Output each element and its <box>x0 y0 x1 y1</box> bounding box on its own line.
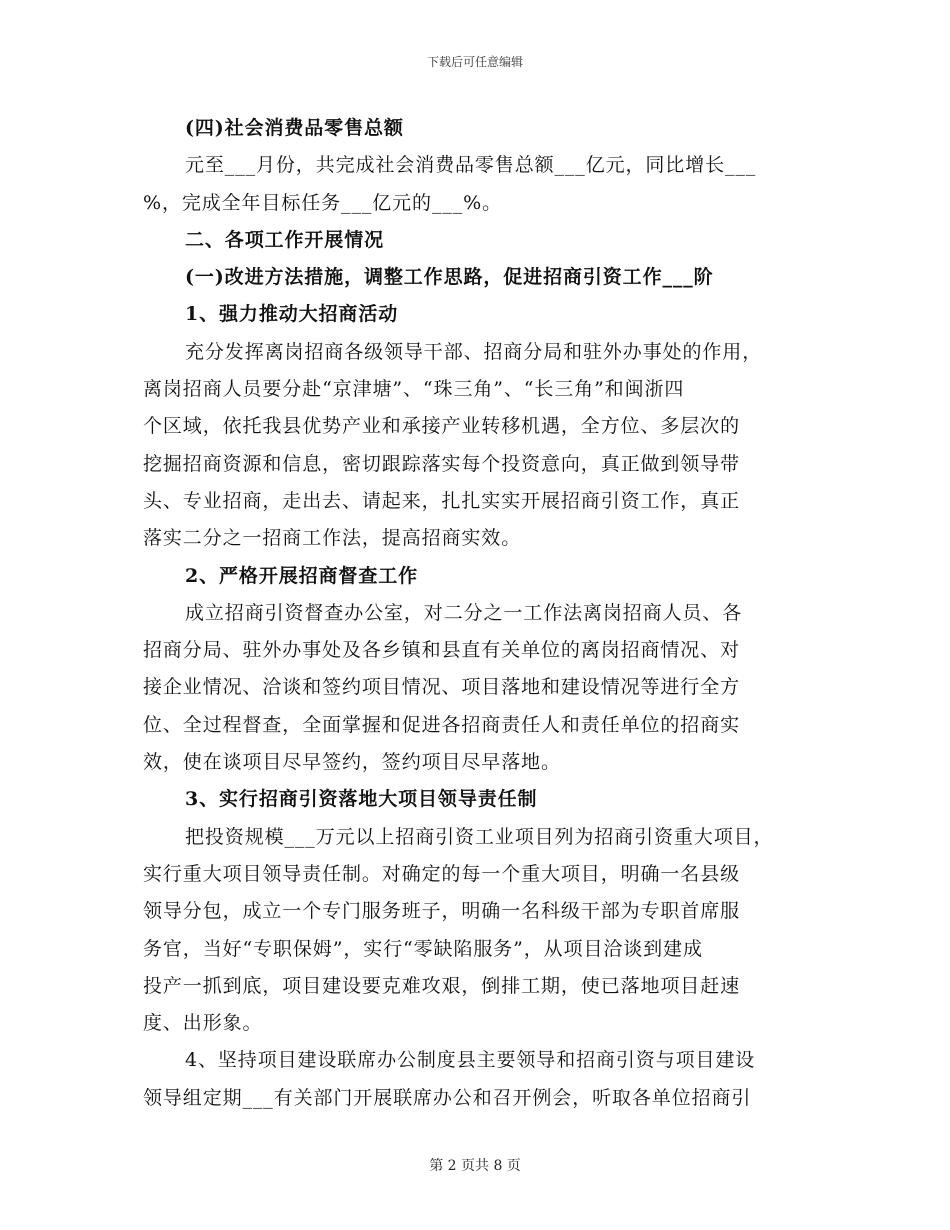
body-text-line: 接企业情况、洽谈和签约项目情况、项目落地和建设情况等进行全方 <box>143 676 741 699</box>
section-heading-line: (四)社会消费品零售总额 <box>185 117 404 139</box>
body-text-line: 挖掘招商资源和信息，密切跟踪落实每个投资意向，真正做到领导带 <box>143 452 741 475</box>
body-text-line: 4、坚持项目建设联席办公制度县主要领导和招商引资与项目建设 <box>185 1049 756 1072</box>
document-body <box>143 110 823 1117</box>
page-header-note: 下载后可任意编辑 <box>426 55 523 69</box>
section-heading-line: (一)改进方法措施，调整工作思路，促进招商引资工作___阶 <box>185 266 714 289</box>
body-text-line: 成立招商引资督查办公室，对二分之一工作法离岗招商人员、各 <box>185 601 743 624</box>
body-text-line: 把投资规模___万元以上招商引资工业项目列为招商引资重大项目， <box>185 825 774 848</box>
body-text-line: 个区域，依托我县优势产业和承接产业转移机遇，全方位、多层次的 <box>143 415 741 438</box>
body-text-line: 充分发挥离岗招商各级领导干部、招商分局和驻外办事处的作用， <box>185 340 763 363</box>
section-heading-line: 二、各项工作开展情况 <box>185 228 385 251</box>
body-text-line: 实行重大项目领导责任制。对确定的每一个重大项目，明确一名县级 <box>143 862 741 885</box>
section-heading-line: 3、实行招商引资落地大项目领导责任制 <box>185 788 538 811</box>
body-text-line: %，完成全年目标任务___亿元的___%。 <box>143 191 503 214</box>
body-text-line: 效，使在谈项目尽早签约，签约项目尽早落地。 <box>143 751 561 774</box>
body-text-line: 落实二分之一招商工作法，提高招商实效。 <box>143 527 522 550</box>
body-text-line: 位、全过程督查，全面掌握和促进各招商责任人和责任单位的招商实 <box>143 713 741 736</box>
body-text-line: 度、出形象。 <box>143 1012 263 1035</box>
page-number-footer: 第 2 页共 8 页 <box>429 1158 521 1174</box>
body-text-line: 投产一抓到底，项目建设要克难攻艰，倒排工期，使已落地项目赶速 <box>143 974 741 997</box>
body-text-line: 领导组定期___有关部门开展联席办公和召开例会，听取各单位招商引 <box>143 1086 752 1109</box>
body-text-line: 领导分包，成立一个专门服务班子，明确一名科级干部为专职首席服 <box>143 900 741 923</box>
body-text-line: 元至___月份，共完成社会消费品零售总额___亿元，同比增长___ <box>185 154 757 177</box>
section-heading-line: 1、强力推动大招商活动 <box>185 303 399 326</box>
body-text-line: 招商分局、驻外办事处及各乡镇和县直有关单位的离岗招商情况、对 <box>143 639 741 662</box>
body-text-line: 离岗招商人员要分赴“京津塘”、“珠三角”、“长三角”和闽浙四 <box>143 378 685 401</box>
body-text-line: 头、专业招商，走出去、请起来，扎扎实实开展招商引资工作，真正 <box>143 489 741 512</box>
section-heading-line: 2、严格开展招商督查工作 <box>185 564 419 587</box>
body-text-line: 务官，当好“专职保姆”，实行“零缺陷服务”，从项目洽谈到建成 <box>143 937 703 960</box>
